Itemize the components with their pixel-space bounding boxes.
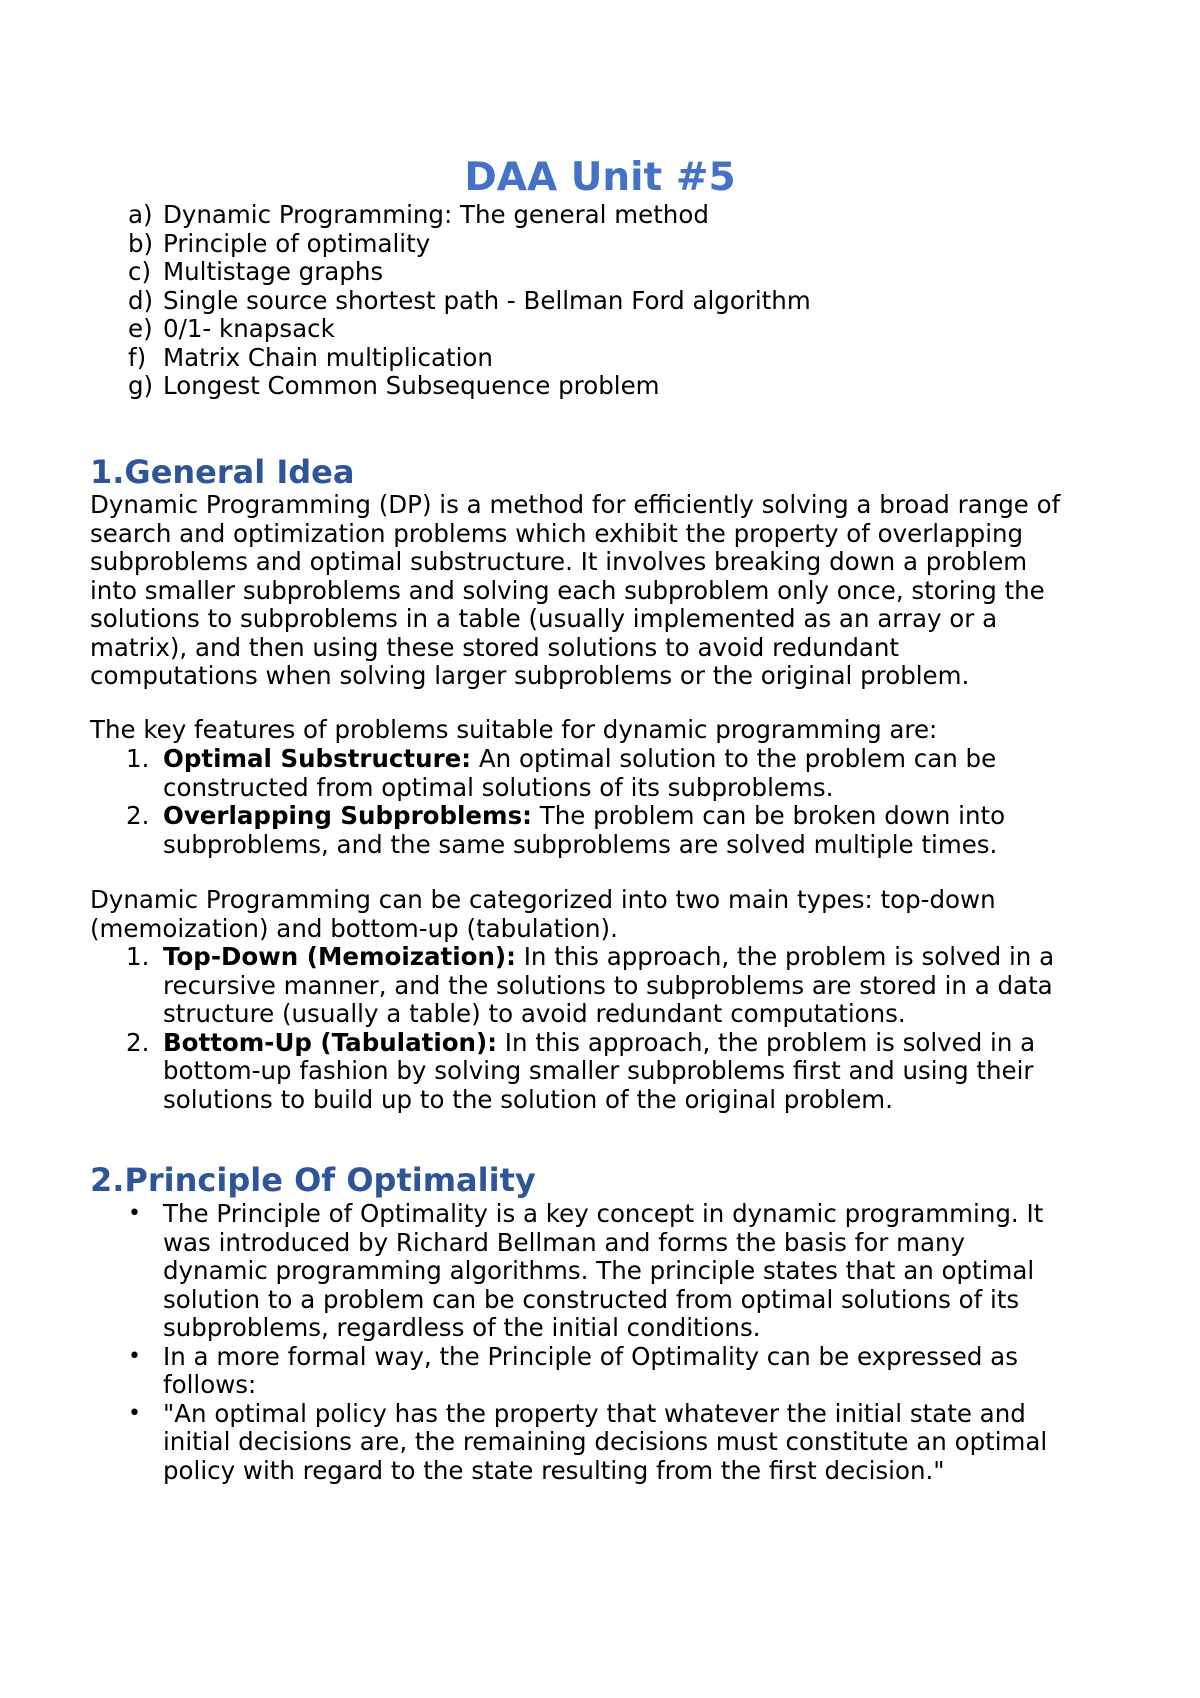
type-text: In this approach, the problem is solved in a bbox=[515, 942, 1055, 971]
feature-text: The problem can be broken down into bbox=[531, 801, 1006, 830]
page-title: DAA Unit #5 bbox=[464, 155, 736, 200]
text-line: structure (usually a table) to avoid redundant computations. bbox=[163, 999, 906, 1028]
text-line: into smaller subproblems and solving each subproblem only once, storing the bbox=[90, 575, 1045, 605]
topics-list bbox=[128, 201, 811, 401]
text-line: solutions to subproblems in a table (usually implemented as an array or a bbox=[90, 604, 998, 633]
topic-item bbox=[128, 315, 811, 344]
text-line: The Principle of Optimality is a key concept in dynamic programming. It bbox=[163, 1199, 1044, 1228]
text-line: search and optimization problems which exhibit the property of overlapping bbox=[90, 518, 1024, 548]
topic-marker: f) bbox=[128, 342, 147, 372]
text-line: subproblems and optimal substructure. It involves breaking down a problem bbox=[90, 547, 1028, 576]
topic-marker: g) bbox=[128, 371, 154, 400]
list-number: 2. bbox=[126, 1027, 150, 1057]
topic-text: Multistage graphs bbox=[163, 257, 384, 286]
text-line: solution to a problem can be constructed from optimal solutions of its bbox=[163, 1284, 1020, 1314]
text-line: initial decisions are, the remaining decisions must constitute an optimal bbox=[163, 1427, 1048, 1456]
section-heading-general-idea: 1.General Idea bbox=[90, 453, 355, 491]
topic-marker: a) bbox=[128, 200, 153, 229]
bullet-icon: • bbox=[128, 1201, 141, 1226]
text-line: policy with regard to the state resulting from the first decision." bbox=[163, 1455, 945, 1485]
text-line: Dynamic Programming (DP) is a method for efficiently solving a broad range of bbox=[90, 490, 1061, 519]
text-line: "An optimal policy has the property that whatever the initial state and bbox=[163, 1398, 1026, 1428]
text-line: matrix), and then using these stored solutions to avoid redundant bbox=[90, 632, 900, 662]
topic-item bbox=[128, 230, 811, 259]
optimality-bullet-list bbox=[90, 1200, 1130, 1485]
feature-item bbox=[90, 802, 1130, 859]
text-line: dynamic programming algorithms. The principle states that an optimal bbox=[163, 1256, 1035, 1285]
text-line: Dynamic Programming can be categorized into two main types: top-down bbox=[90, 885, 996, 914]
topic-marker: b) bbox=[128, 228, 154, 258]
list-number: 2. bbox=[126, 801, 150, 830]
topic-text: Dynamic Programming: The general method bbox=[163, 200, 709, 229]
topic-item bbox=[128, 372, 811, 401]
text-line: constructed from optimal solutions of its subproblems. bbox=[163, 772, 834, 802]
features-intro bbox=[90, 716, 1090, 745]
text-line: recursive manner, and the solutions to subproblems are stored in a data bbox=[163, 970, 1053, 1000]
bullet-item bbox=[90, 1200, 1130, 1343]
text-line: subproblems, regardless of the initial conditions. bbox=[163, 1313, 761, 1342]
feature-term: Optimal Substructure: bbox=[163, 744, 472, 773]
topic-text: Longest Common Subsequence problem bbox=[163, 371, 660, 400]
features-list bbox=[90, 745, 1130, 859]
text-line: The key features of problems suitable for dynamic programming are: bbox=[90, 715, 938, 744]
section-heading-principle-of-optimality: 2.Principle Of Optimality bbox=[90, 1161, 536, 1199]
list-number: 1. bbox=[126, 744, 150, 773]
text-line: bottom-up fashion by solving smaller subproblems first and using their bbox=[163, 1056, 1034, 1085]
bullet-icon: • bbox=[128, 1400, 141, 1426]
topic-text: Single source shortest path - Bellman Ford algorithm bbox=[163, 285, 811, 315]
types-list bbox=[90, 943, 1130, 1114]
type-item bbox=[90, 1029, 1130, 1115]
text-line: (memoization) and bottom-up (tabulation). bbox=[90, 913, 618, 943]
text-line: solutions to build up to the solution of the original problem. bbox=[163, 1084, 893, 1114]
feature-term: Overlapping Subproblems: bbox=[163, 801, 532, 830]
topic-marker: e) bbox=[128, 314, 153, 343]
text-line: was introduced by Richard Bellman and forms the basis for many bbox=[163, 1227, 966, 1257]
type-term: Bottom-Up (Tabulation): bbox=[163, 1027, 497, 1057]
topic-marker: d) bbox=[128, 285, 154, 315]
feature-text: An optimal solution to the problem can be bbox=[471, 744, 997, 773]
text-line: In a more formal way, the Principle of Optimality can be expressed as bbox=[163, 1341, 1018, 1371]
bullet-item bbox=[90, 1400, 1130, 1486]
topic-text: 0/1- knapsack bbox=[163, 314, 335, 343]
topic-item bbox=[128, 258, 811, 287]
feature-item bbox=[90, 745, 1130, 802]
list-number: 1. bbox=[126, 942, 150, 971]
bullet-icon: • bbox=[128, 1343, 141, 1369]
topic-text: Principle of optimality bbox=[163, 228, 431, 258]
topic-item bbox=[128, 201, 811, 230]
topic-item bbox=[128, 287, 811, 316]
topic-text: Matrix Chain multiplication bbox=[163, 342, 493, 372]
types-intro bbox=[90, 886, 1090, 943]
text-line: subproblems, and the same subproblems are solved multiple times. bbox=[163, 829, 998, 859]
topic-item bbox=[128, 344, 811, 373]
general-idea-paragraph bbox=[90, 491, 1090, 691]
bullet-item bbox=[90, 1343, 1130, 1400]
text-line: follows: bbox=[163, 1370, 257, 1399]
type-item bbox=[90, 943, 1130, 1029]
type-text: In this approach, the problem is solved in a bbox=[497, 1027, 1036, 1057]
topic-marker: c) bbox=[128, 257, 152, 286]
type-term: Top-Down (Memoization): bbox=[163, 942, 516, 971]
text-line: computations when solving larger subproblems or the original problem. bbox=[90, 661, 970, 690]
